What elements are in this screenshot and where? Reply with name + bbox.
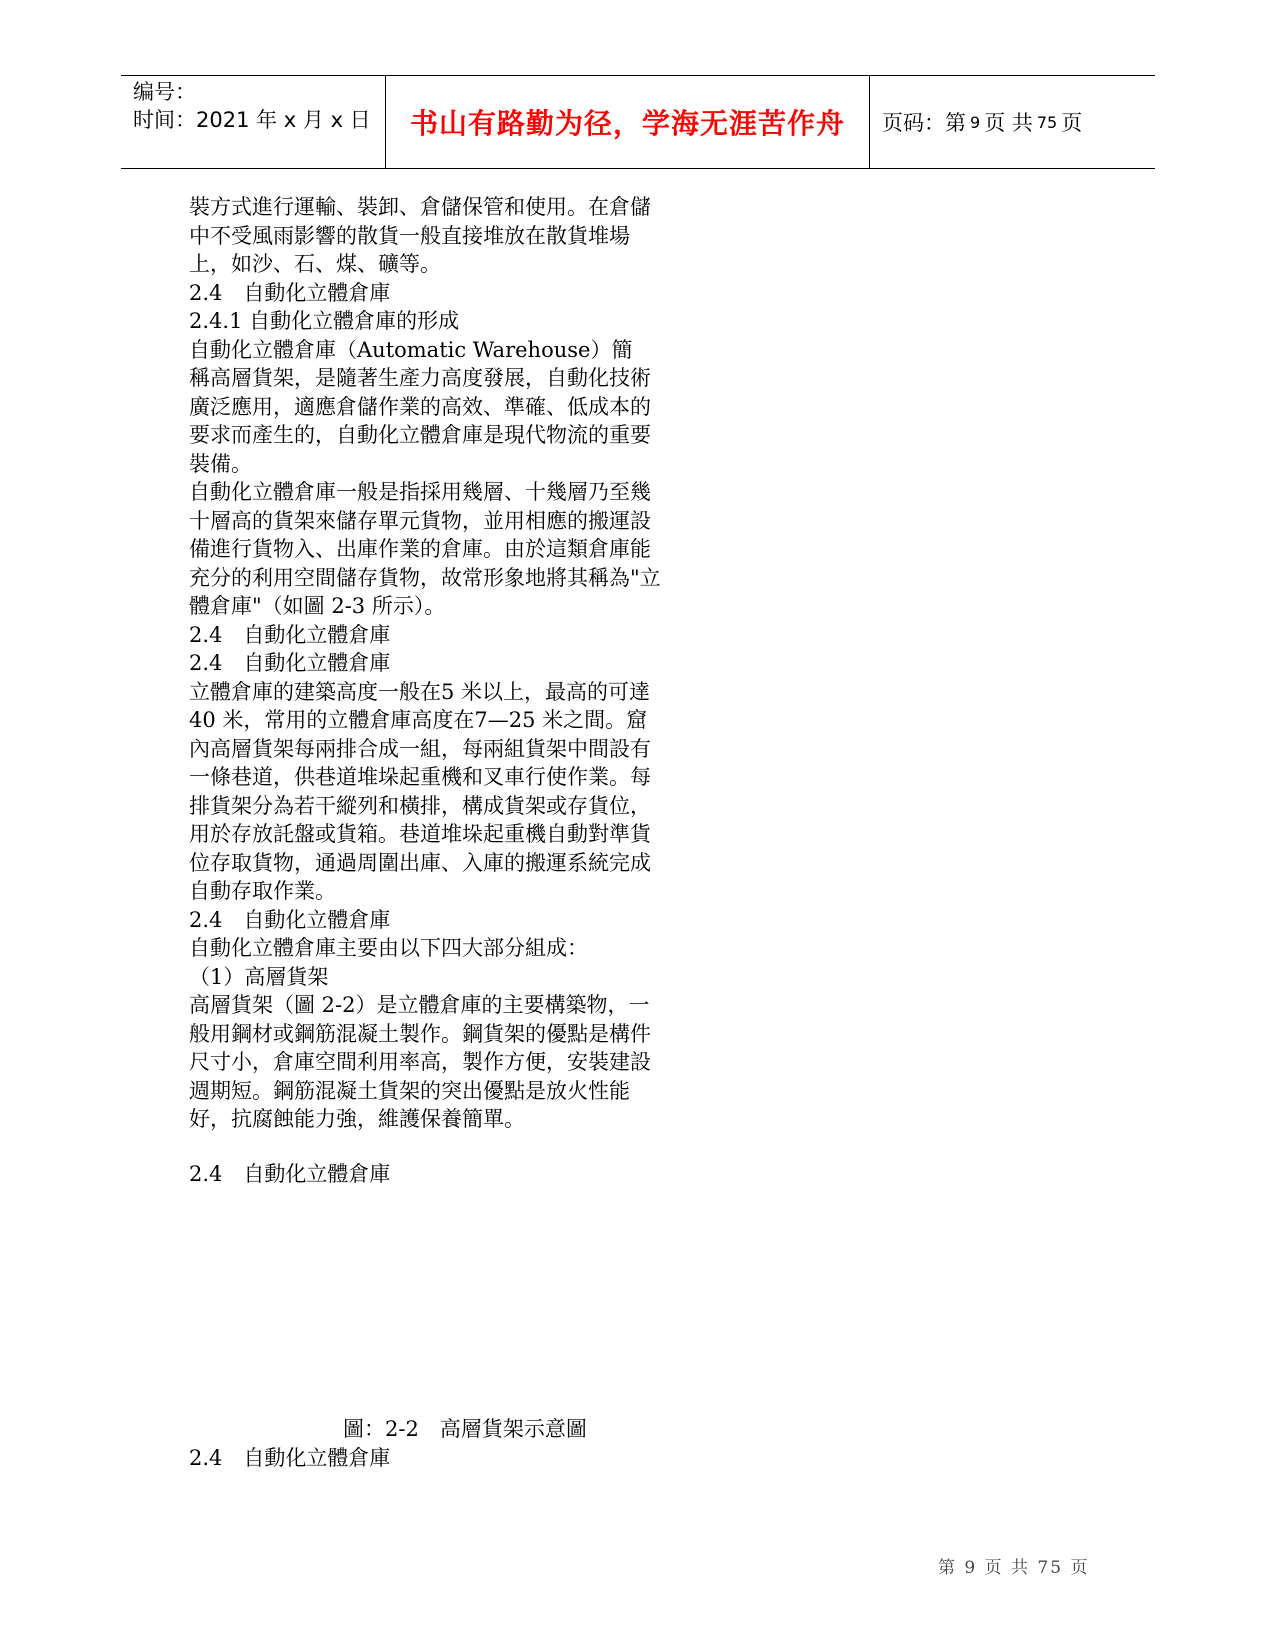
header-motto: 书山有路勤为径，学海无涯苦作舟: [409, 107, 845, 140]
document-body: [189, 193, 699, 1188]
body-line: 體倉庫"（如圖 2-3 所示）。: [189, 594, 446, 618]
section-heading: 2.4 自動化立體倉庫: [189, 622, 391, 647]
body-line: 上，如沙、石、煤、礦等。: [189, 252, 441, 276]
section-heading: 2.4 自動化立體倉庫: [189, 651, 391, 675]
body-line: 立體倉庫的建築高度一般在5 米以上，最高的可達: [189, 679, 651, 704]
page-header: [121, 75, 1155, 169]
document-number-label: 编号：: [133, 80, 196, 104]
body-line: 週期短。鋼筋混凝土貨架的突出優點是放火性能: [189, 1078, 630, 1103]
body-line: 好，抗腐蝕能力強，維護保養簡單。: [189, 1107, 525, 1131]
body-line: 自動存取作業。: [189, 879, 336, 903]
body-line: 中不受風雨影響的散貨一般直接堆放在散貨堆場: [189, 223, 630, 248]
body-line: 自動化立體倉庫一般是指採用幾層、十幾層乃至幾: [189, 480, 651, 504]
page-suffix: 页: [1061, 111, 1083, 135]
body-line: 廣泛應用，適應倉儲作業的高效、準確、低成本的: [189, 394, 651, 419]
figure-caption: 圖：2-2 高層貨架示意圖: [343, 1417, 587, 1441]
body-line: 內高層貨架每兩排合成一組，每兩組貨架中間設有: [189, 736, 651, 761]
section-heading: 2.4 自動化立體倉庫: [189, 280, 391, 305]
document-time: 时间：2021 年 x 月 x 日: [133, 108, 371, 132]
page-mid: 页 共: [984, 111, 1033, 135]
body-line: 一條巷道，供巷道堆垛起重機和叉車行使作業。每: [189, 765, 651, 789]
body-line: 裝備。: [189, 451, 252, 476]
body-line: 裝方式進行運輸、裝卸、倉儲保管和使用。在倉儲: [189, 195, 651, 219]
page-current: 9: [970, 112, 981, 132]
body-line: 高層貨架（圖 2-2）是立體倉庫的主要構築物，一: [189, 993, 650, 1017]
body-line: 般用鋼材或鋼筋混凝土製作。鋼貨架的優點是構件: [189, 1021, 651, 1046]
section-heading: 2.4 自動化立體倉庫: [189, 1161, 391, 1186]
body-line: 十層高的貨架來儲存單元貨物，並用相應的搬運設: [189, 508, 651, 533]
body-line: 稱高層貨架，是隨著生產力高度發展，自動化技術: [189, 366, 651, 390]
paragraph-gap: [189, 1134, 699, 1160]
body-line: 自動化立體倉庫（Automatic Warehouse）簡: [189, 337, 633, 362]
header-page-info: [870, 76, 1155, 168]
body-line: 位存取貨物，通過周圍出庫、入庫的搬運系統完成: [189, 850, 651, 875]
body-line: 用於存放託盤或貨箱。巷道堆垛起重機自動對準貨: [189, 822, 651, 846]
list-heading: （1）高層貨架: [189, 964, 329, 989]
page-total: 75: [1036, 112, 1058, 132]
body-line: 充分的利用空間儲存貨物，故常形象地將其稱為"立: [189, 565, 661, 590]
body-line: 排貨架分為若干縱列和橫排，構成貨架或存貨位，: [189, 793, 651, 818]
page-footer: 第 9 页 共 75 页: [938, 1558, 1090, 1578]
header-meta: [121, 76, 385, 168]
section-heading: 2.4 自動化立體倉庫: [189, 907, 391, 932]
subsection-heading: 2.4.1 自動化立體倉庫的形成: [189, 309, 460, 333]
header-motto-cell: [385, 76, 870, 168]
section-heading: 2.4 自動化立體倉庫: [189, 1446, 391, 1470]
body-line: 要求而產生的，自動化立體倉庫是現代物流的重要: [189, 423, 651, 447]
body-line: 尺寸小，倉庫空間利用率高，製作方便，安裝建設: [189, 1050, 651, 1074]
body-line: 自動化立體倉庫主要由以下四大部分組成：: [189, 936, 588, 960]
page-prefix: 页码：第: [882, 111, 966, 135]
body-line: 備進行貨物入、出庫作業的倉庫。由於這類倉庫能: [189, 537, 651, 561]
body-line: 40 米，常用的立體倉庫高度在7—25 米之間。窟: [189, 708, 648, 732]
